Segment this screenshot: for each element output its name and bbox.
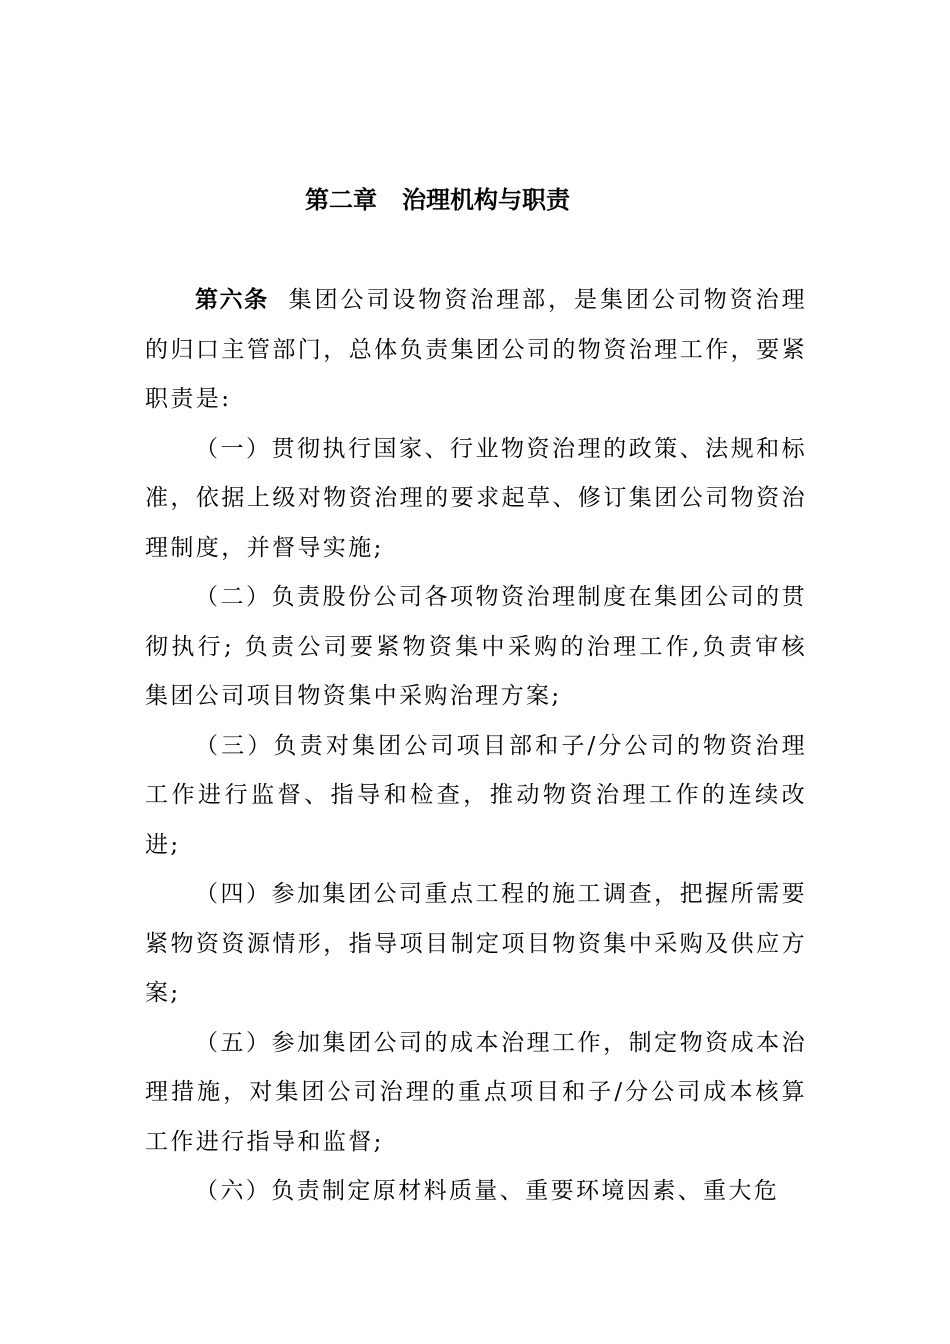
article-number: 第六条 [195, 287, 269, 313]
article-intro: 集团公司设物资治理部，是集团公司物资治理的归口主管部门，总体负责集团公司的物资治理工作，要紧职责是: [145, 287, 808, 412]
duty-item-6: （六）负责制定原材料质量、重要环境因素、重大危 [195, 1178, 780, 1204]
duty-item-5: （五）参加集团公司的成本治理工作，制定物资成本治理措施，对集团公司治理的重点项目和子/分公司成本核算工作进行指导和监督; [145, 1029, 807, 1155]
duty-item-1: （一）贯彻执行国家、行业物资治理的政策、法规和标准，依据上级对物资治理的要求起草、修订集团公司物资治理制度，并督导实施; [145, 435, 807, 561]
duty-item-2: （二）负责股份公司各项物资治理制度在集团公司的贯彻执行; 负责公司要紧物资集中采购的治理工作,负责审核集团公司项目物资集中采购治理方案; [145, 584, 807, 709]
article-paragraph [145, 276, 807, 425]
chapter-title: 第二章 治理机构与职责 [304, 186, 571, 214]
duty-item-3: （三）负责对集团公司项目部和子/分公司的物资治理工作进行监督、指导和检查，推动物资治理工作的连续改进; [145, 732, 807, 858]
document-body [145, 276, 807, 1217]
duty-item-4: （四）参加集团公司重点工程的施工调查，把握所需要紧物资资源情形，指导项目制定项目物资集中采购及供应方案; [145, 881, 807, 1006]
